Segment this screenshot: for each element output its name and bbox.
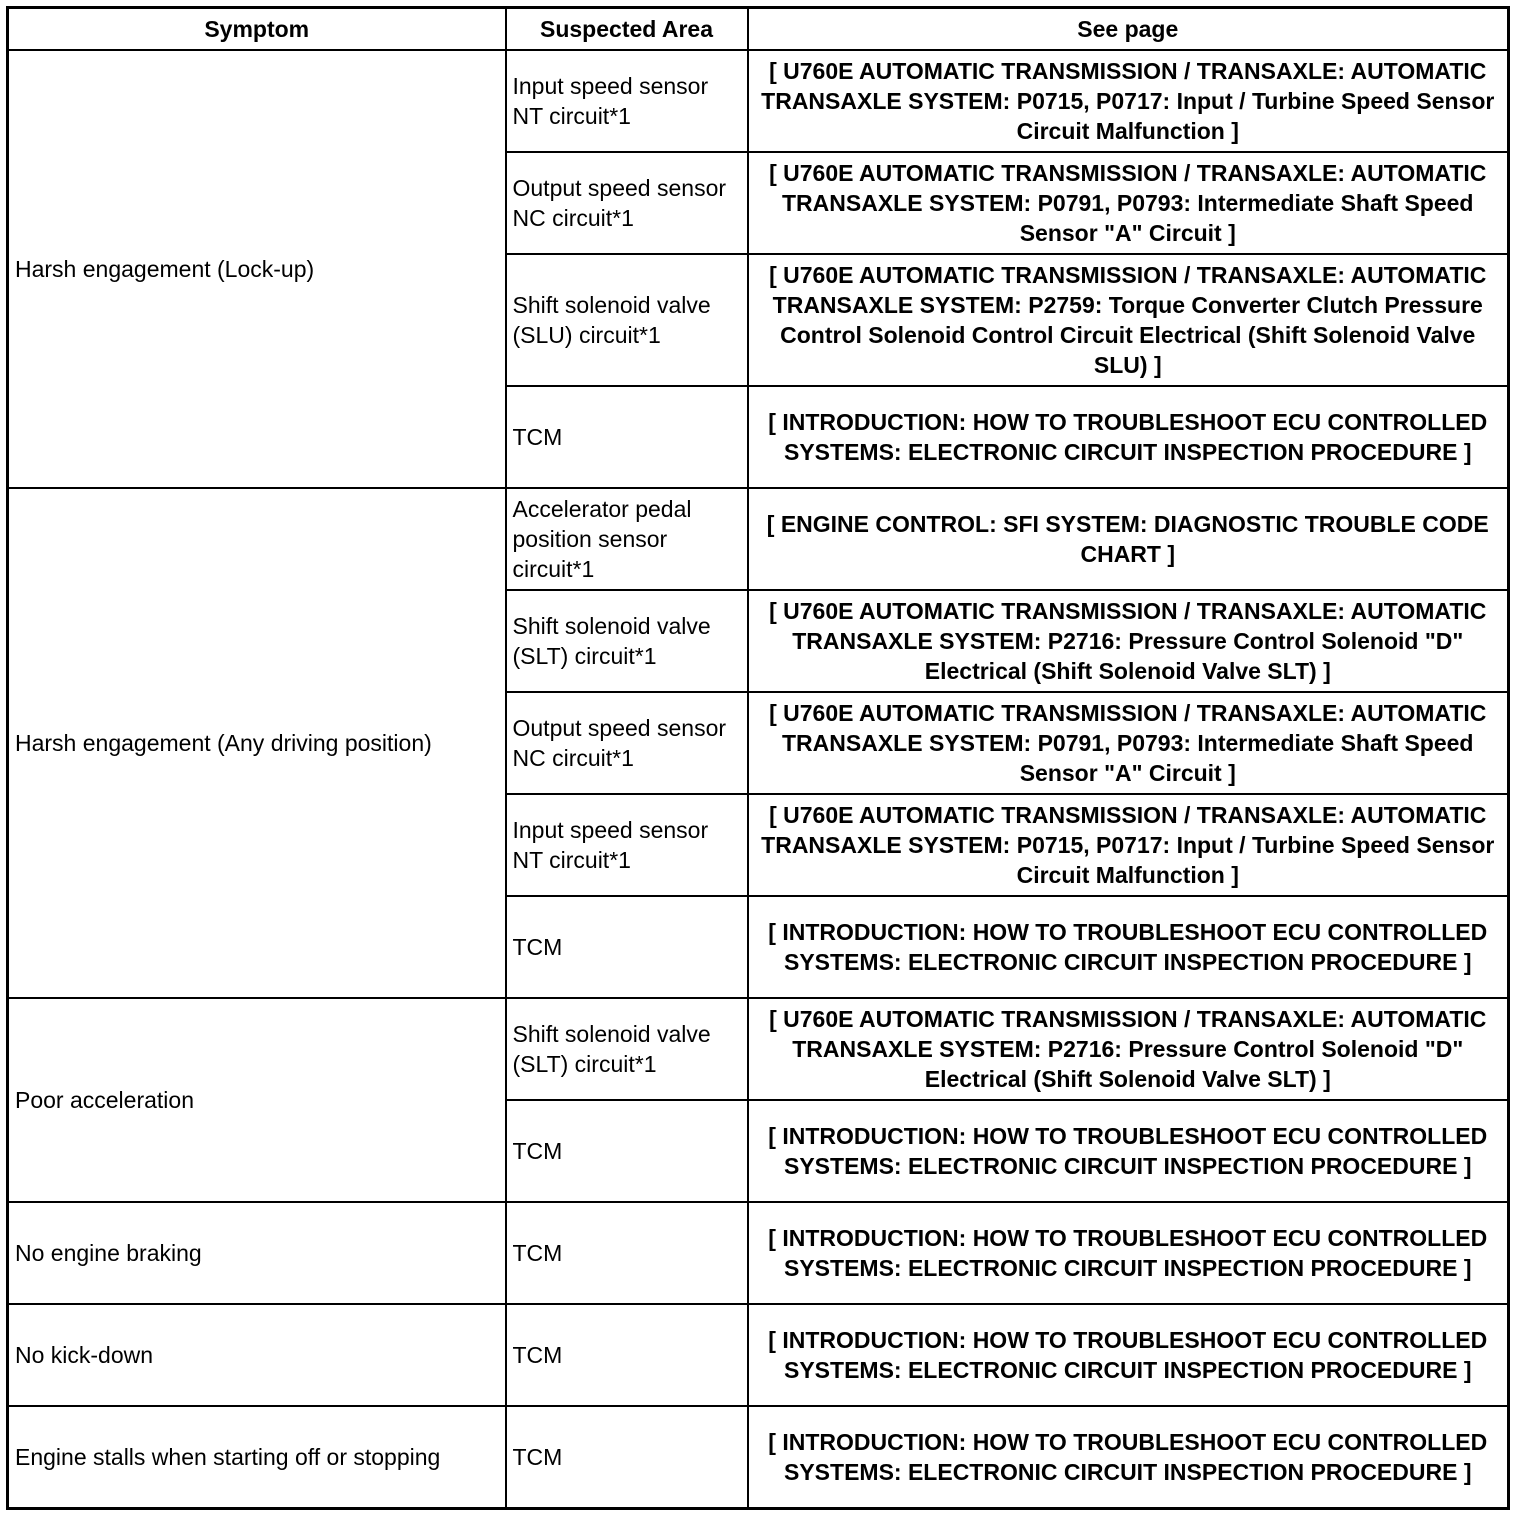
suspected-area-cell: Output speed sensor NC circuit*1 — [506, 692, 748, 794]
symptom-cell: No engine braking — [8, 1202, 506, 1304]
see-page-cell: [ U760E AUTOMATIC TRANSMISSION / TRANSAXLE: AUTOMATIC TRANSAXLE SYSTEM: P2759: Torque Converter Clutch Pressure Control Solenoid Control Circuit Electrical (Shift Solenoid Valve SLU) ] — [748, 254, 1509, 386]
symptom-cell: Harsh engagement (Any driving position) — [8, 488, 506, 998]
suspected-area-cell: TCM — [506, 1304, 748, 1406]
see-page-cell: [ INTRODUCTION: HOW TO TROUBLESHOOT ECU CONTROLLED SYSTEMS: ELECTRONIC CIRCUIT INSPECTION PROCEDURE ] — [748, 1304, 1509, 1406]
table-row — [8, 998, 1509, 1100]
suspected-area-cell: Input speed sensor NT circuit*1 — [506, 50, 748, 152]
suspected-area-cell: TCM — [506, 1100, 748, 1202]
suspected-area-cell: Output speed sensor NC circuit*1 — [506, 152, 748, 254]
table-row — [8, 1304, 1509, 1406]
suspected-area-cell: TCM — [506, 896, 748, 998]
see-page-cell: [ ENGINE CONTROL: SFI SYSTEM: DIAGNOSTIC TROUBLE CODE CHART ] — [748, 488, 1509, 590]
suspected-area-cell: Input speed sensor NT circuit*1 — [506, 794, 748, 896]
table-row — [8, 50, 1509, 152]
see-page-cell: [ U760E AUTOMATIC TRANSMISSION / TRANSAXLE: AUTOMATIC TRANSAXLE SYSTEM: P0791, P0793: Intermediate Shaft Speed Sensor "A" Circuit ] — [748, 692, 1509, 794]
symptom-cell: No kick-down — [8, 1304, 506, 1406]
see-page-cell: [ INTRODUCTION: HOW TO TROUBLESHOOT ECU CONTROLLED SYSTEMS: ELECTRONIC CIRCUIT INSPECTION PROCEDURE ] — [748, 1406, 1509, 1509]
table-row — [8, 1406, 1509, 1509]
see-page-cell: [ U760E AUTOMATIC TRANSMISSION / TRANSAXLE: AUTOMATIC TRANSAXLE SYSTEM: P0715, P0717: Input / Turbine Speed Sensor Circuit Malfunction ] — [748, 50, 1509, 152]
header-symptom: Symptom — [8, 8, 506, 51]
symptom-cell: Harsh engagement (Lock-up) — [8, 50, 506, 488]
troubleshooting-table — [6, 6, 1510, 1510]
see-page-cell: [ U760E AUTOMATIC TRANSMISSION / TRANSAXLE: AUTOMATIC TRANSAXLE SYSTEM: P0791, P0793: Intermediate Shaft Speed Sensor "A" Circuit ] — [748, 152, 1509, 254]
see-page-cell: [ INTRODUCTION: HOW TO TROUBLESHOOT ECU CONTROLLED SYSTEMS: ELECTRONIC CIRCUIT INSPECTION PROCEDURE ] — [748, 896, 1509, 998]
suspected-area-cell: Shift solenoid valve (SLT) circuit*1 — [506, 590, 748, 692]
table-header-row — [8, 8, 1509, 51]
table-row — [8, 488, 1509, 590]
suspected-area-cell: Accelerator pedal position sensor circuit*1 — [506, 488, 748, 590]
suspected-area-cell: TCM — [506, 1406, 748, 1509]
symptom-cell: Engine stalls when starting off or stopping — [8, 1406, 506, 1509]
header-see-page: See page — [748, 8, 1509, 51]
see-page-cell: [ U760E AUTOMATIC TRANSMISSION / TRANSAXLE: AUTOMATIC TRANSAXLE SYSTEM: P2716: Pressure Control Solenoid "D" Electrical (Shift Solenoid Valve SLT) ] — [748, 998, 1509, 1100]
suspected-area-cell: Shift solenoid valve (SLU) circuit*1 — [506, 254, 748, 386]
table-row — [8, 1202, 1509, 1304]
suspected-area-cell: TCM — [506, 386, 748, 488]
see-page-cell: [ U760E AUTOMATIC TRANSMISSION / TRANSAXLE: AUTOMATIC TRANSAXLE SYSTEM: P2716: Pressure Control Solenoid "D" Electrical (Shift Solenoid Valve SLT) ] — [748, 590, 1509, 692]
see-page-cell: [ INTRODUCTION: HOW TO TROUBLESHOOT ECU CONTROLLED SYSTEMS: ELECTRONIC CIRCUIT INSPECTION PROCEDURE ] — [748, 1100, 1509, 1202]
suspected-area-cell: TCM — [506, 1202, 748, 1304]
suspected-area-cell: Shift solenoid valve (SLT) circuit*1 — [506, 998, 748, 1100]
header-suspected-area: Suspected Area — [506, 8, 748, 51]
see-page-cell: [ INTRODUCTION: HOW TO TROUBLESHOOT ECU CONTROLLED SYSTEMS: ELECTRONIC CIRCUIT INSPECTION PROCEDURE ] — [748, 1202, 1509, 1304]
symptom-cell: Poor acceleration — [8, 998, 506, 1202]
see-page-cell: [ U760E AUTOMATIC TRANSMISSION / TRANSAXLE: AUTOMATIC TRANSAXLE SYSTEM: P0715, P0717: Input / Turbine Speed Sensor Circuit Malfunction ] — [748, 794, 1509, 896]
see-page-cell: [ INTRODUCTION: HOW TO TROUBLESHOOT ECU CONTROLLED SYSTEMS: ELECTRONIC CIRCUIT INSPECTION PROCEDURE ] — [748, 386, 1509, 488]
